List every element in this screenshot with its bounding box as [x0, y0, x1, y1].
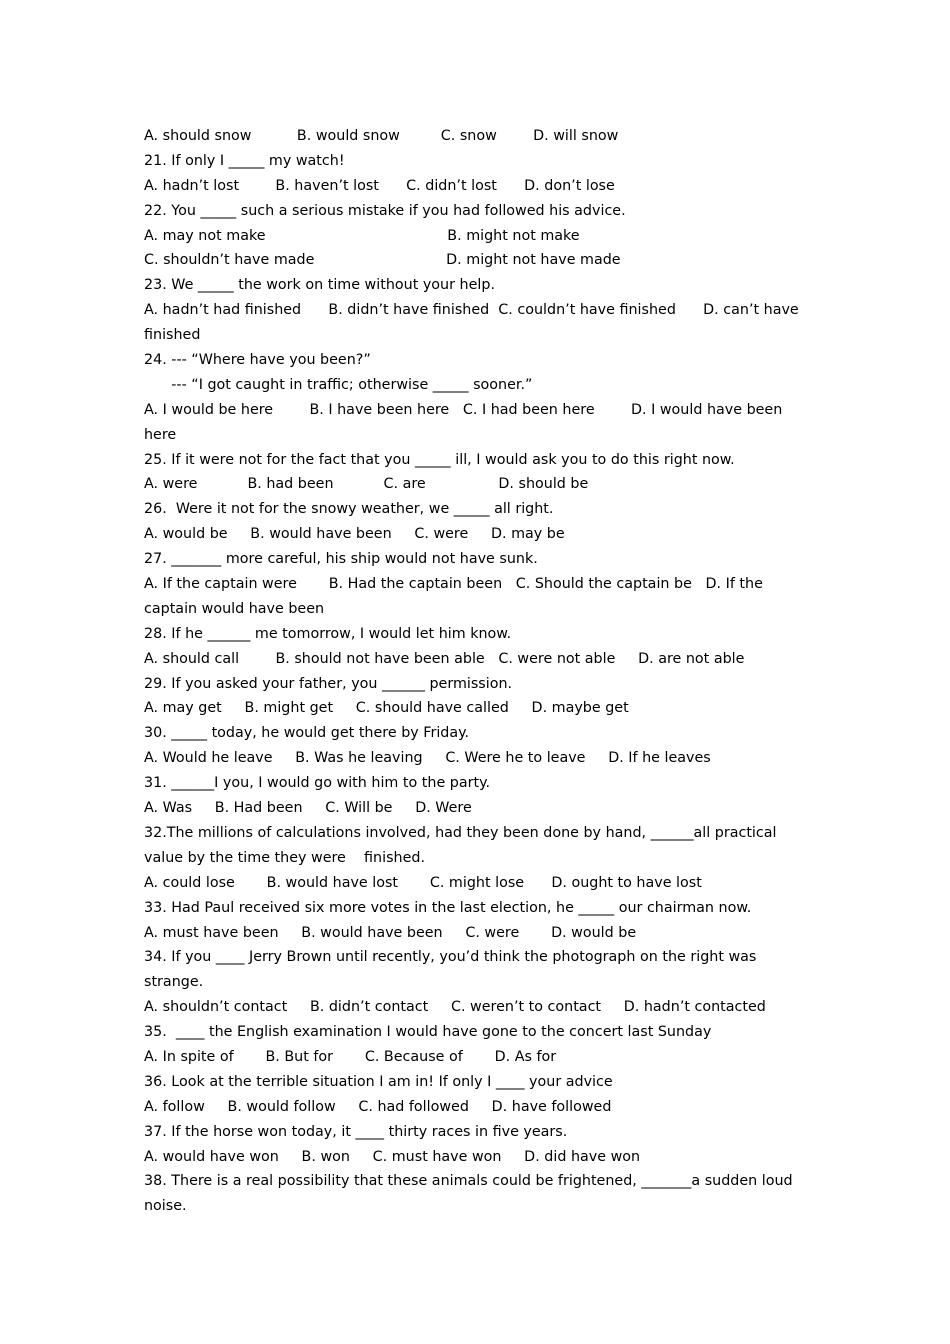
text-line: 25. If it were not for the fact that you _____ ill, I would ask you to do this right now.	[144, 451, 735, 468]
text-line: 30. _____ today, he would get there by Friday.	[144, 725, 470, 742]
text-line: strange.	[144, 974, 204, 991]
text-line: 32.The millions of calculations involved, had they been done by hand, ______all practical	[144, 824, 777, 841]
text-line: 22. You _____ such a serious mistake if you had followed his advice.	[144, 202, 626, 219]
text-line: A. shouldn’t contact B. didn’t contact C. weren’t to contact D. hadn’t contacted	[144, 999, 766, 1016]
text-line: 24. --- “Where have you been?”	[144, 352, 371, 369]
text-line: 27. _______ more careful, his ship would not have sunk.	[144, 551, 538, 568]
text-line: A. would be B. would have been C. were D. may be	[144, 526, 565, 543]
text-line: A. I would be here B. I have been here C. I had been here D. I would have been	[144, 401, 783, 418]
text-line: A. hadn’t lost B. haven’t lost C. didn’t lost D. don’t lose	[144, 177, 615, 194]
text-line: 35. ____ the English examination I would have gone to the concert last Sunday	[144, 1024, 712, 1041]
text-line: noise.	[144, 1198, 187, 1215]
text-line: --- “I got caught in traffic; otherwise _____ sooner.”	[144, 376, 533, 393]
text-line: A. were B. had been C. are D. should be	[144, 476, 589, 493]
text-line: 33. Had Paul received six more votes in the last election, he _____ our chairman now.	[144, 899, 752, 916]
text-line: A. should snow B. would snow C. snow D. will snow	[144, 128, 619, 144]
text-line: 23. We _____ the work on time without your help.	[144, 277, 495, 294]
text-line: here	[144, 426, 177, 443]
text-line: A. Would he leave B. Was he leaving C. Were he to leave D. If he leaves	[144, 750, 711, 767]
text-line: A. should call B. should not have been able C. were not able D. are not able	[144, 650, 745, 667]
text-line: A. must have been B. would have been C. were D. would be	[144, 924, 637, 941]
text-line: A. In spite of B. But for C. Because of D. As for	[144, 1048, 557, 1065]
text-line: A. follow B. would follow C. had followed D. have followed	[144, 1098, 612, 1115]
document-page	[144, 124, 824, 1219]
text-line: A. If the captain were B. Had the captain been C. Should the captain be D. If the	[144, 576, 763, 593]
text-line: value by the time they were finished.	[144, 849, 425, 866]
text-line: 21. If only I _____ my watch!	[144, 152, 345, 169]
text-line: 37. If the horse won today, it ____ thirty races in five years.	[144, 1123, 568, 1140]
text-line: finished	[144, 327, 201, 344]
text-line: A. Was B. Had been C. Will be D. Were	[144, 800, 472, 817]
text-line: A. may get B. might get C. should have called D. maybe get	[144, 700, 629, 717]
text-line: 31. ______I you, I would go with him to the party.	[144, 775, 491, 792]
text-line: 29. If you asked your father, you ______ permission.	[144, 675, 513, 692]
text-line: 36. Look at the terrible situation I am in! If only I ____ your advice	[144, 1073, 613, 1090]
text-line: A. may not make B. might not make	[144, 227, 580, 244]
text-line: 38. There is a real possibility that these animals could be frightened, _______a sudden loud	[144, 1173, 793, 1190]
text-line: 26. Were it not for the snowy weather, we _____ all right.	[144, 501, 554, 518]
text-line: A. could lose B. would have lost C. might lose D. ought to have lost	[144, 874, 702, 891]
text-line: 28. If he ______ me tomorrow, I would let him know.	[144, 625, 512, 642]
text-line: 34. If you ____ Jerry Brown until recently, you’d think the photograph on the right was	[144, 949, 757, 966]
text-line: A. hadn’t had finished B. didn’t have finished C. couldn’t have finished D. can’t have	[144, 302, 799, 319]
text-line: A. would have won B. won C. must have won D. did have won	[144, 1148, 641, 1165]
text-line: captain would have been	[144, 600, 325, 617]
text-line: C. shouldn’t have made D. might not have made	[144, 252, 621, 269]
